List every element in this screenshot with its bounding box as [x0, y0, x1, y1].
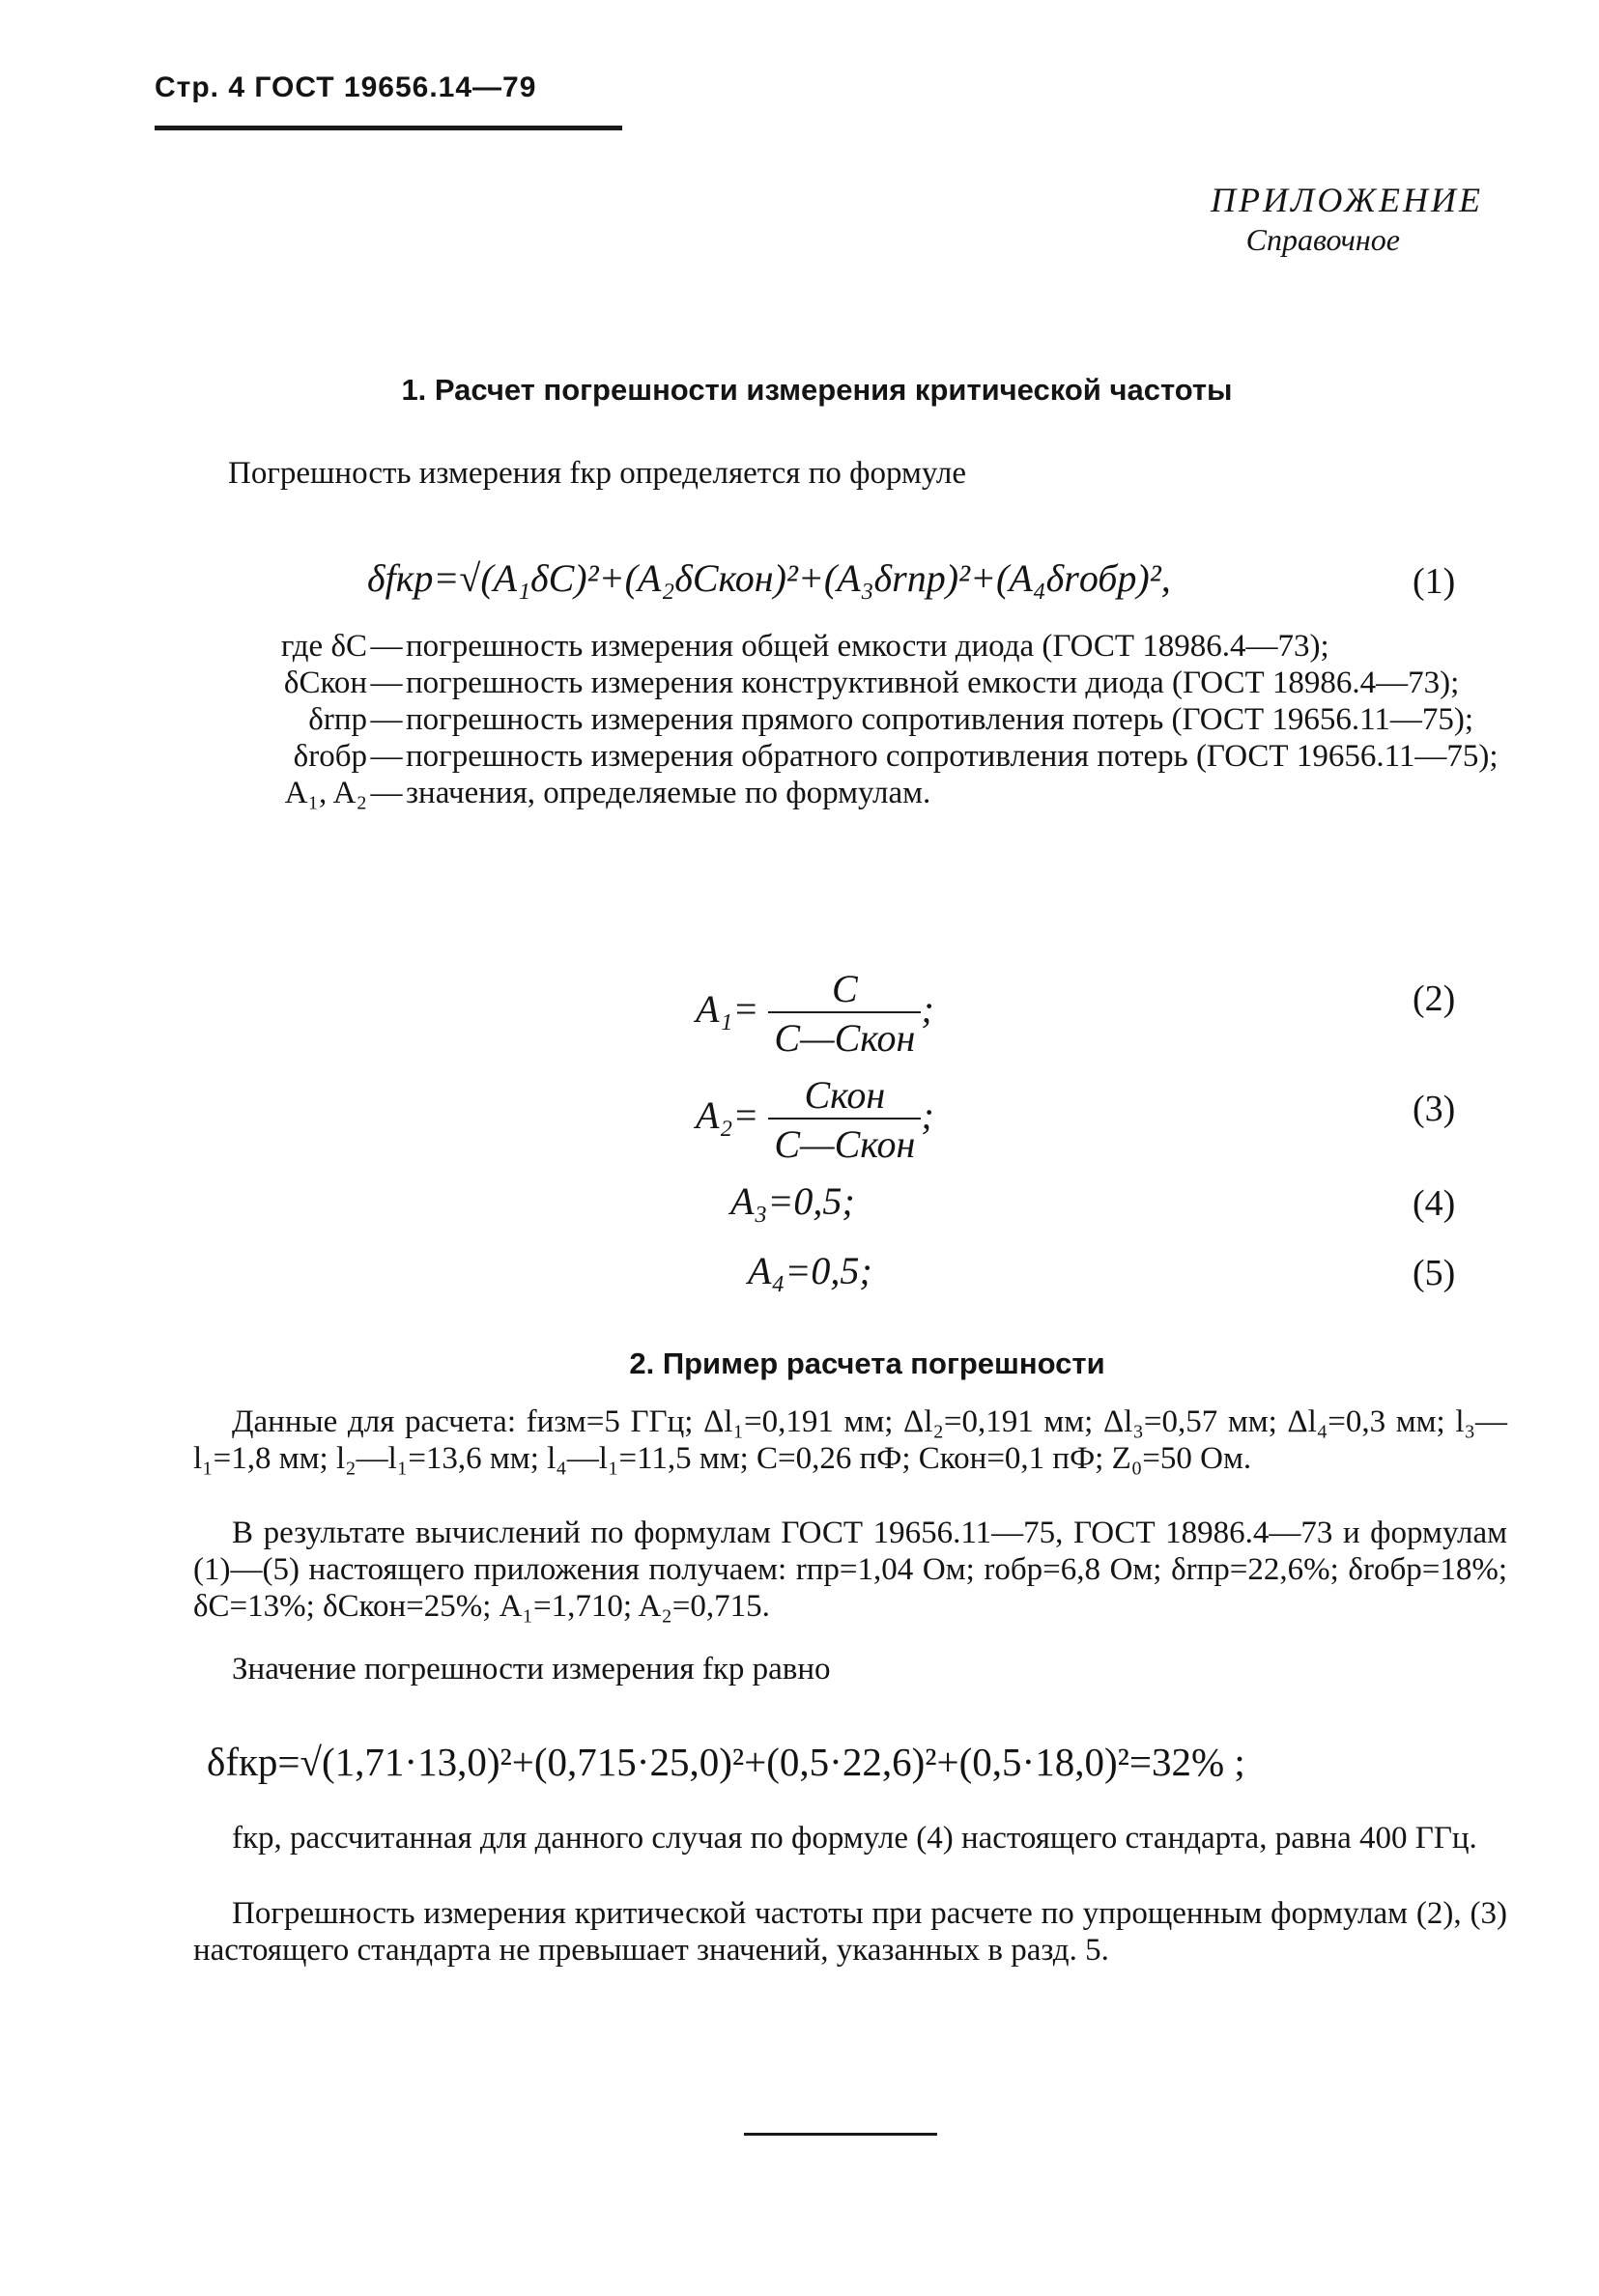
definition-row	[193, 666, 1507, 700]
formula-4: A₃=0,5;	[730, 1179, 855, 1223]
formula-2-numerator: C	[831, 967, 858, 1010]
formula-1-number: (1)	[1413, 561, 1456, 602]
formula-3-tail: ;	[921, 1093, 934, 1138]
formula-2	[696, 966, 934, 1061]
formula-3-number: (3)	[1413, 1089, 1456, 1129]
formula-result: δfкр=√(1,71·13,0)²+(0,715·25,0)²+(0,5·22,6)²+(0,5·18,0)²=32% ;	[207, 1740, 1245, 1784]
end-rule	[744, 2133, 937, 2136]
section-2-data-paragraph: Данные для расчета: fизм=5 ГГц; Δl₁=0,191 мм; Δl₂=0,191 мм; Δl₃=0,57 мм; Δl₄=0,3 мм; l₃—l₁=1,8 мм; l₂—l₁=13,6 мм; l₄—l₁=11,5 мм; C=0,26 пФ; Cкон=0,1 пФ; Z₀=50 Ом.	[193, 1404, 1507, 1476]
definition-dash: —	[370, 739, 403, 774]
appendix-title: ПРИЛОЖЕНИЕ	[1211, 181, 1483, 219]
section-1-title: 1. Расчет погрешности измерения критической частоты	[401, 373, 1233, 407]
definition-term: δrпр	[308, 702, 367, 737]
definition-row	[193, 777, 1507, 810]
definition-text: погрешность измерения конструктивной емкости диода (ГОСТ 18986.4—73);	[406, 666, 1460, 700]
page-header: Стр. 4 ГОСТ 19656.14—79	[155, 71, 537, 103]
section-2-final-paragraph: Погрешность измерения критической частоты при расчете по упрощенным формулам (2), (3) настоящего стандарта не превышает значений, указанных в разд. 5.	[193, 1896, 1507, 1968]
definition-row	[193, 740, 1507, 774]
appendix-label	[1211, 180, 1483, 258]
definition-dash: —	[370, 629, 403, 664]
formula-1: δfкр=√(A₁δC)²+(A₂δCкон)²+(A₃δrпр)²+(A₄δrобр)²,	[367, 556, 1171, 600]
section-2-value-line: Значение погрешности измерения fкр равно	[232, 1652, 831, 1687]
definition-text: значения, определяемые по формулам.	[406, 776, 931, 810]
appendix-subtitle: Справочное	[1245, 222, 1400, 257]
definition-term: δrобр	[293, 739, 367, 774]
section-2-result-paragraph: В результате вычислений по формулам ГОСТ 19656.11—75, ГОСТ 18986.4—73 и формулам (1)—(5) настоящего приложения получаем: rпр=1,04 Ом; rобр=6,8 Ом; δrпр=22,6%; δrобр=18%; δC=13%; δCкон=25%; A₁=1,710; A₂=0,715.	[193, 1516, 1507, 1624]
formula-3-denominator: C—Cкон	[768, 1118, 921, 1167]
definition-row	[193, 703, 1507, 737]
section-2-fkr-paragraph: fкр, рассчитанная для данного случая по формуле (4) настоящего стандарта, равна 400 ГГц.	[232, 1821, 1477, 1856]
definitions-list	[193, 630, 1507, 813]
formula-2-lhs: A₁=	[696, 987, 759, 1032]
formula-3-numerator: Cкон	[804, 1073, 886, 1117]
definition-term: A₁, A₂	[284, 776, 367, 810]
formula-2-tail: ;	[921, 987, 934, 1032]
definition-text: погрешность измерения общей емкости диода (ГОСТ 18986.4—73);	[406, 629, 1329, 664]
definition-term: где δC	[280, 629, 367, 664]
definition-dash: —	[370, 666, 403, 700]
formula-3-fraction	[768, 1072, 921, 1167]
formula-3	[696, 1072, 934, 1167]
header-rule	[155, 126, 622, 130]
section-2-title: 2. Пример расчета погрешности	[629, 1346, 1105, 1380]
definition-dash: —	[370, 702, 403, 737]
definition-term: δCкон	[283, 666, 367, 700]
formula-4-number: (4)	[1413, 1183, 1456, 1224]
formula-5: A₄=0,5;	[748, 1249, 872, 1292]
formula-2-fraction	[768, 966, 921, 1061]
definition-row	[193, 630, 1507, 664]
section-1-intro: Погрешность измерения fкр определяется по формуле	[228, 456, 967, 491]
formula-2-number: (2)	[1413, 978, 1456, 1019]
formula-3-lhs: A₂=	[696, 1093, 759, 1138]
definition-text: погрешность измерения прямого сопротивления потерь (ГОСТ 19656.11—75);	[406, 702, 1474, 737]
definition-dash: —	[370, 776, 403, 810]
formula-2-denominator: C—Cкон	[768, 1011, 921, 1061]
formula-5-number: (5)	[1413, 1253, 1456, 1293]
definition-text: погрешность измерения обратного сопротивления потерь (ГОСТ 19656.11—75);	[406, 739, 1499, 774]
